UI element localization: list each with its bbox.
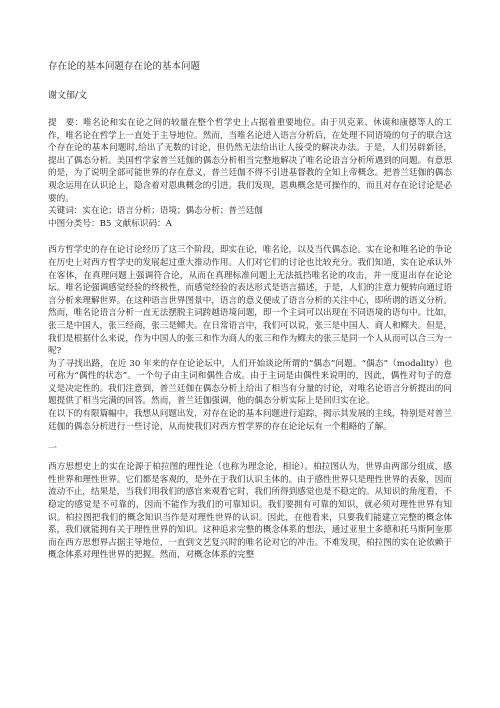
spacer — [48, 230, 452, 244]
body-paragraph-1: 西方哲学史的存在论讨论经历了这三个阶段，即实在论，唯名论，以及当代偶态论。实在论和唯名论的争论在历史上对西方哲学史的发展起过重大推动作用。人们对它们的讨论也比较充分。我们知道，实在论承认外在客体，在真理问题上强调符合论，从而在真理标准问题上无法抵挡唯名论的攻击，并一度退出存在论论坛。唯名论强调感觉经验的终极性，而感觉经验的表达形式是语言描述，于是，人们的注意力便转向通过语言分析来理解世界。在这种语言世界图景中，语言的意义便成了语言分析的关注中心，即所谓的语义分析。然而，唯名论语言分析一直无法摆脱主词跨越语境问题，即一个主词可以出现在不同语境的语句中。比如，张三是中国人，张三经商，张三是鳏夫。在日常语言中，我们可以说，张三是中国人、商人和鳏夫。但是，我们是根据什么来说，作为中国人的张三和作为商人的张三和作为鳏夫的张三是同一个人从而可以合三为一呢? — [48, 245, 452, 357]
body-paragraph-2: 为了寻找出路，在近 30 年来的存在论论坛中，人们开始谈论所谓的“偶态”问题。“偶态”（modality）也可称为“偶性的状态”。一个句子由主词和偶性合成。由于主词是由偶性来说明的，因此，偶性对句子的意义是决定性的。我们注意到，普兰廷伽在偶态分析上给出了相当有分量的讨论，对唯名论语言分析提出的问题提供了相当完满的回答。然而，普兰廷伽强调，他的偶态分析实际上是回归实在论。 — [48, 358, 452, 407]
body-paragraph-4: 西方思想史上的实在论源于柏拉图的理性论（也称为理念论，相论）。柏拉图认为，世界由两部分组成，感性世界和理性世界。它们都是客观的，是外在于我们认识主体的。由于感性世界只是理性世界的表象，因而流动不止，结果是，当我们用我们的感官来观看它时，我们所得到感觉也是不稳定的。从知识的角度看，不稳定的感觉是不可靠的，因而不能作为我们的可靠知识。我们要拥有可靠的知识，就必须对理性世界有知识。柏拉图把我们的概念知识当作是对理性世界的认识。因此，在他看来，只要我们能建立完整的概念体系，我们就能拥有关于理性世界的知识。这种追求完整的概念体系的想法，通过亚里士多德和托马斯阿奎那而在西方思想界占据主导地位，一直到文艺复兴时的唯名论对它的冲击。不难发现，柏拉图的实在论依赖于概念体系对理性世界的把握。然而，对概念体系的完整 — [48, 462, 452, 561]
classification-line: 中图分类号：B5 文献标识码：A — [48, 218, 172, 229]
keywords-line: 关键词：实在论；语言分析；语境；偶态分析；普兰廷伽 — [48, 206, 263, 217]
document-title: 存在论的基本问题存在论的基本问题 — [48, 61, 201, 72]
document-page — [48, 60, 452, 562]
document-author: 谢文郁/文 — [48, 91, 88, 101]
section-heading: 一 — [48, 444, 58, 455]
body-paragraph-3: 在以下的有限篇幅中，我想从问题出发，对存在论的基本问题进行追踪，揭示其发展的主线，特别是对普兰廷伽的偶态分析进行一些讨论，从而使我们对西方哲学界的存在论论坛有一个粗略的了解。 — [48, 409, 452, 432]
abstract-paragraph: 提 要：唯名论和实在论之间的较量在整个哲学史上占据着重要地位。由于贝克莱、休谟和康德等人的工作，唯名论在哲学上一直处于主导地位。然而，当唯名论进入语言分析后，在处理不同语境的句子的联合这个存在论的基本问题时,给出了无数的讨论，但仍然无法给出让人接受的解决办法。于是，人们另辟新径，提出了偶态分析。美国哲学家普兰廷伽的偶态分析相当完整地解决了唯名论语言分析所遇到的问题。有意思的是，为了说明全部可能世界的存在意义，普兰廷伽不得不引进基督教的全知上帝概念。把普兰廷伽的偶态观念运用在认识论上，隐含着对恩典概念的引进。我们发现，恩典概念是可操作的，而且对存在论讨论是必要的。 — [48, 118, 452, 204]
